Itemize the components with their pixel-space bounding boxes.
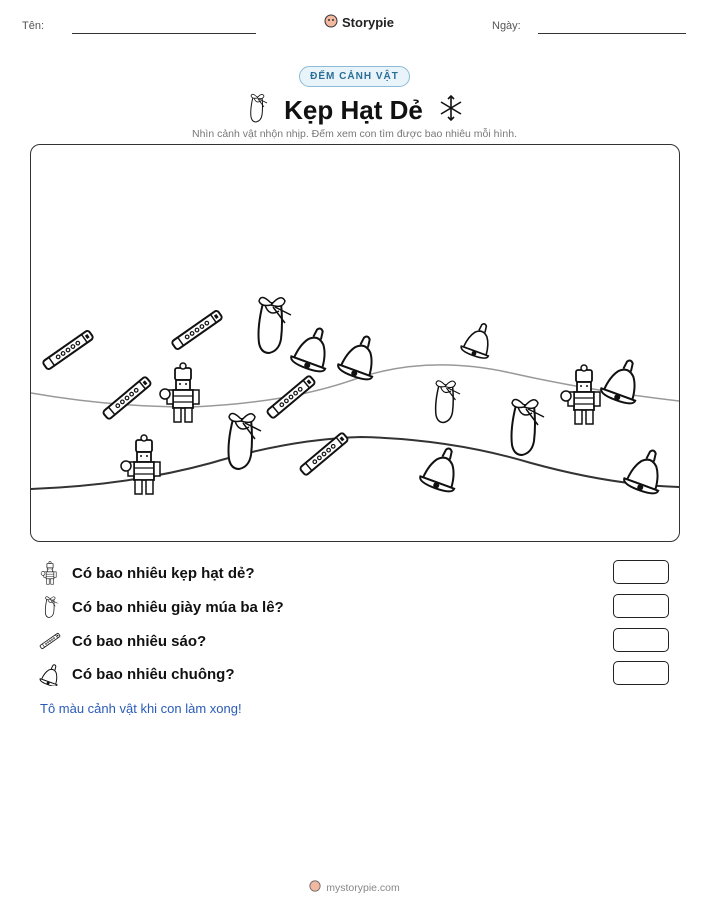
bell-icon bbox=[418, 443, 466, 495]
bell-icon bbox=[599, 355, 647, 407]
flute-icon bbox=[38, 629, 62, 653]
bell-icon bbox=[38, 662, 62, 686]
question-row bbox=[38, 561, 255, 585]
question-text: Có bao nhiêu kẹp hạt dẻ? bbox=[72, 564, 255, 582]
question-text: Có bao nhiêu sáo? bbox=[72, 632, 207, 650]
ballet-shoe-icon bbox=[436, 381, 460, 423]
storypie-logo-icon bbox=[324, 14, 338, 31]
question-text: Có bao nhiêu giày múa ba lê? bbox=[72, 598, 284, 616]
ballet-shoe-icon bbox=[259, 297, 292, 353]
page-title: Kẹp Hạt Dẻ bbox=[284, 95, 423, 125]
nutcracker-icon bbox=[561, 365, 600, 424]
ballet-shoe-icon bbox=[512, 399, 545, 455]
answer-box[interactable] bbox=[613, 661, 669, 685]
footer-url[interactable]: mystorypie.com bbox=[326, 881, 400, 894]
footer bbox=[309, 880, 400, 895]
flute-icon bbox=[42, 330, 94, 370]
question-row bbox=[38, 662, 234, 686]
counting-scene bbox=[30, 144, 680, 542]
nutcracker-icon bbox=[38, 561, 62, 585]
answer-box[interactable] bbox=[613, 560, 669, 584]
coloring-note: Tô màu cảnh vật khi con làm xong! bbox=[40, 701, 242, 716]
ballet-shoe-icon bbox=[38, 595, 62, 619]
question-row bbox=[38, 629, 206, 653]
worksheet-type-badge: ĐẾM CẢNH VẬT bbox=[299, 66, 410, 87]
date-label: Ngày: bbox=[492, 20, 521, 32]
flute-icon bbox=[171, 310, 223, 350]
ballet-shoe-icon bbox=[229, 413, 262, 469]
date-field[interactable] bbox=[538, 33, 686, 34]
ballet-shoe-icon bbox=[244, 92, 270, 129]
snowflake-icon bbox=[437, 94, 465, 127]
name-label: Tên: bbox=[22, 20, 45, 32]
flute-icon bbox=[266, 375, 315, 419]
instructions: Nhìn cảnh vật nhộn nhịp. Đếm xem con tìm được bao nhiêu mỗi hình. bbox=[191, 128, 517, 140]
answer-box[interactable] bbox=[613, 594, 669, 618]
brand-name: Storypie bbox=[342, 15, 395, 30]
question-text: Có bao nhiêu chuông? bbox=[72, 665, 235, 683]
bell-icon bbox=[289, 323, 337, 375]
flute-icon bbox=[102, 376, 151, 420]
storypie-logo-icon bbox=[309, 880, 321, 895]
nutcracker-icon bbox=[160, 363, 199, 422]
name-field[interactable] bbox=[72, 33, 256, 34]
bell-icon bbox=[336, 331, 384, 383]
nutcracker-icon bbox=[121, 435, 160, 494]
brand-logo bbox=[324, 14, 394, 31]
bell-icon bbox=[460, 319, 499, 360]
question-row bbox=[38, 595, 284, 619]
bell-icon bbox=[622, 445, 670, 497]
answer-box[interactable] bbox=[613, 628, 669, 652]
